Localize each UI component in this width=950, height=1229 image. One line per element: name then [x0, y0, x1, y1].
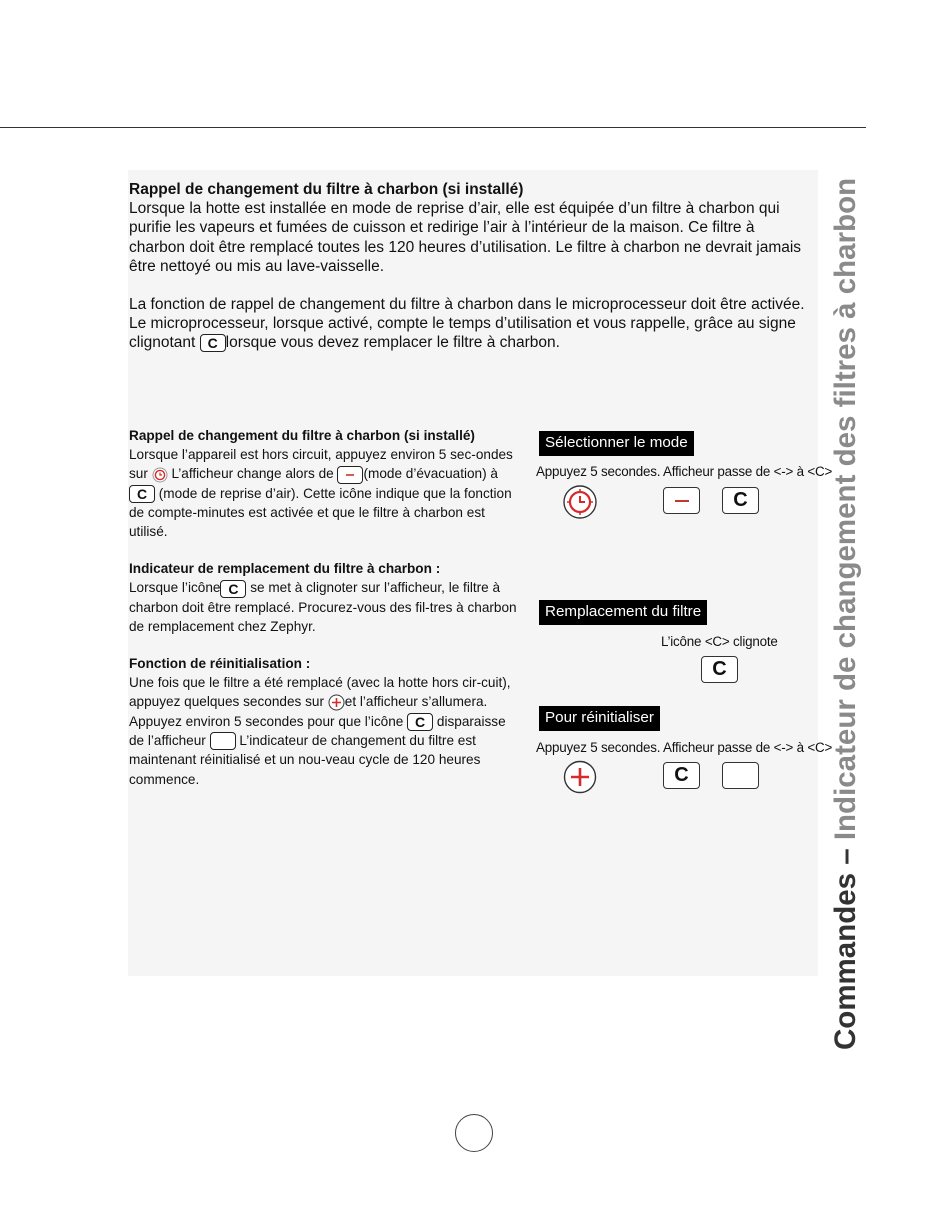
caption-select-mode: Appuyez 5 secondes. Afficheur passe de <-> à <C> — [536, 464, 833, 479]
section2-body — [129, 578, 519, 636]
intro-section — [129, 180, 809, 353]
section3-text-3: disparaisse de l’afficheur — [129, 713, 506, 749]
c-display-icon: C — [663, 762, 700, 789]
c-display-icon: C — [200, 334, 226, 352]
section1-text-3: (mode d’évacuation) à — [363, 466, 498, 482]
intro-heading: Rappel de changement du filtre à charbon (si installé) — [129, 181, 524, 198]
blank-display-icon — [722, 762, 759, 789]
section1-text-2: L’afficheur change alors de — [167, 466, 338, 482]
label-select-mode: Sélectionner le mode — [539, 431, 694, 456]
timer-icon — [152, 467, 168, 483]
timer-icon — [562, 484, 598, 520]
blank-display-icon — [210, 732, 236, 750]
page-number-circle — [455, 1114, 493, 1152]
top-rule — [0, 127, 866, 128]
section3-text-2: et l’afficheur s’allumera. Appuyez environ 5 secondes pour que l’icône — [129, 694, 488, 729]
intro-paragraph-2-b: lorsque vous devez remplacer le filtre à charbon. — [225, 334, 560, 352]
label-filter-replacement: Remplacement du filtre — [539, 600, 707, 625]
c-display-icon: C — [722, 487, 759, 514]
plus-icon — [563, 760, 597, 794]
caption-filter-replacement: L’icône <C> clignote — [661, 634, 778, 649]
c-display-icon: C — [220, 580, 246, 598]
c-display-icon: C — [129, 485, 155, 503]
section3-text-4: L’indicateur de changement du filtre est maintenant réinitialisé et un nou-veau cycle de 120 heures commence. — [129, 733, 481, 787]
intro-paragraph-2-a: La fonction de rappel de changement du filtre à charbon dans le microprocesseur doit être activée. Le microprocesseur, lorsque activé, compte le temps d’utilisation et vous rappelle, grâce au signe clignotant — [129, 296, 805, 352]
section3-heading: Fonction de réinitialisation : — [129, 656, 311, 671]
section1-text-4: (mode de reprise d’air). Cette icône indique que la fonction de compte-minutes est activée et que le filtre à charbon est utilisé. — [129, 485, 512, 540]
plus-icon — [328, 694, 345, 711]
section1-text-1: Lorsque l’appareil est hors circuit, appuyez environ 5 sec-ondes sur — [129, 447, 513, 482]
c-display-icon: C — [407, 713, 433, 731]
caption-reset: Appuyez 5 secondes. Afficheur passe de <-> à <C> — [536, 740, 833, 755]
side-title-dark: Commandes – — [829, 840, 862, 1050]
section2-text-1: Lorsque l’icône — [129, 580, 221, 596]
section3-text-1: Une fois que le filtre a été remplacé (avec la hotte hors cir-cuit), appuyez quelques secondes sur — [129, 675, 511, 710]
section1-heading: Rappel de changement du filtre à charbon (si installé) — [129, 428, 475, 443]
section3-body — [129, 673, 519, 789]
c-display-blinking-icon: C — [701, 656, 738, 683]
section-select-mode — [129, 426, 519, 542]
side-title — [826, 160, 866, 1050]
section1-body — [129, 445, 519, 541]
section2-heading: Indicateur de remplacement du filtre à charbon : — [129, 561, 441, 576]
intro-paragraph-1: Lorsque la hotte est installée en mode de reprise d’air, elle est équipée d’un filtre à charbon qui purifie les vapeurs et fumées de cuisson et redirige l’air à l’intérieur de la maison. Ce filtre à charbon doit être remplacé toutes les 120 heures d’utilisation. Le filtre à charbon ne devrait jamais être nettoyé ou mis au lave-vaisselle. — [129, 200, 802, 275]
minus-icon — [663, 487, 700, 514]
section2-text-2: se met à clignoter sur l’afficheur, le filtre à charbon doit être remplacé. Procurez-vous des fil-tres à charbon de remplacement chez Zephyr. — [129, 580, 517, 634]
section-reset-function — [129, 654, 519, 789]
section-replacement-indicator — [129, 559, 519, 636]
label-reset: Pour réinitialiser — [539, 706, 660, 731]
intro-paragraph-2 — [129, 295, 809, 353]
side-title-light: Indicateur de changement des filtres à charbon — [829, 177, 862, 841]
minus-icon — [337, 466, 363, 484]
